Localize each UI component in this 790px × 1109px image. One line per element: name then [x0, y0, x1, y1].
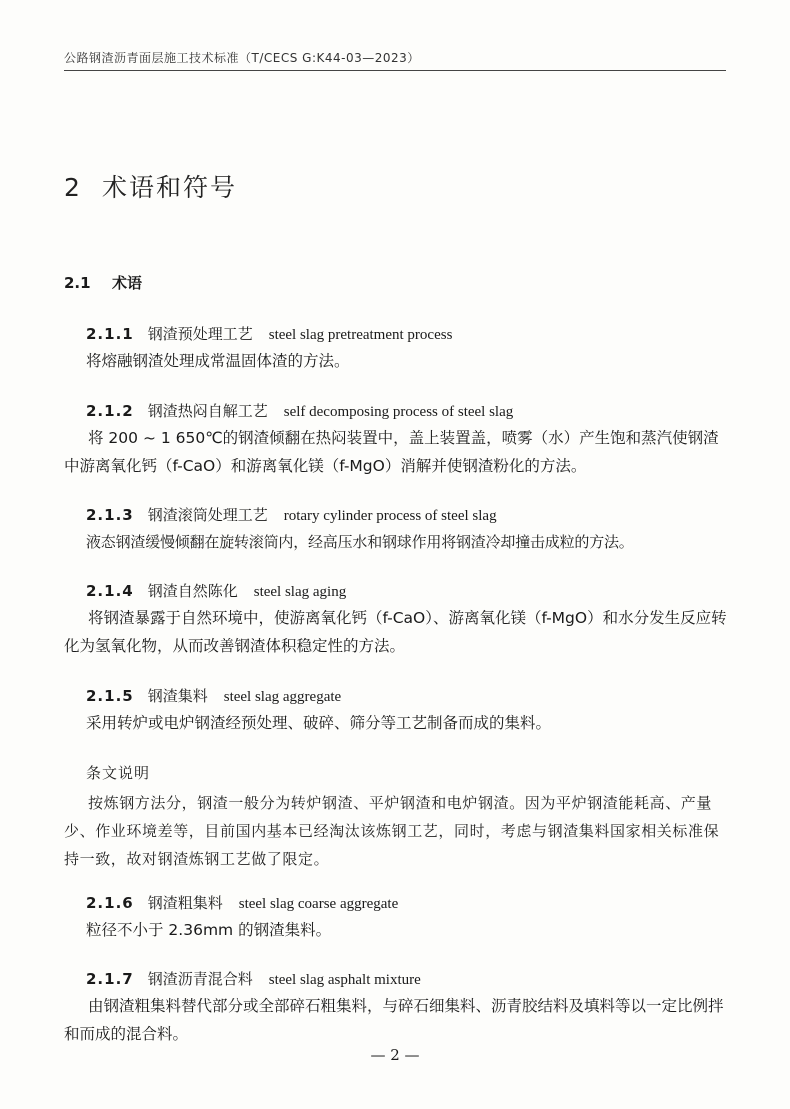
term-number: 2.1.4	[86, 582, 134, 600]
term-number: 2.1.6	[86, 894, 134, 912]
term-english: steel slag coarse aggregate	[238, 896, 399, 912]
section-title: 术语	[112, 274, 143, 292]
term-heading	[86, 967, 732, 992]
term-number: 2.1.1	[86, 325, 134, 343]
term-definition: 将 200 ~ 1 650℃的钢渣倾翻在热闷装置中，盖上装置盖，喷雾（水）产生饱和蒸汽使钢渣中游离氧化钙（f-CaO）和游离氧化镁（f-MgO）消解并使钢渣粉化的方法。	[64, 429, 719, 475]
term-heading	[86, 399, 732, 424]
term-number: 2.1.2	[86, 402, 134, 420]
term-english: rotary cylinder process of steel slag	[283, 508, 497, 524]
term-definition: 将钢渣暴露于自然环境中，使游离氧化钙（f-CaO）、游离氧化镁（f-MgO）和水分发生反应转化为氢氧化物，从而改善钢渣体积稳定性的方法。	[64, 609, 727, 655]
chapter-heading	[64, 168, 237, 204]
chapter-number: 2	[64, 173, 82, 202]
term-entry	[86, 322, 732, 375]
term-definition: 液态钢渣缓慢倾翻在旋转滚筒内，经高压水和钢球作用将钢渣冷却撞击成粒的方法。	[86, 533, 634, 551]
term-entry	[86, 503, 732, 556]
term-heading	[86, 579, 732, 604]
term-chinese: 钢渣集料	[147, 687, 208, 705]
term-english: steel slag asphalt mixture	[268, 972, 421, 988]
term-chinese: 钢渣滚筒处理工艺	[147, 506, 268, 524]
term-heading	[86, 503, 732, 528]
term-entry	[64, 967, 732, 1048]
term-heading	[86, 891, 732, 916]
clause-explanation	[64, 762, 732, 873]
term-definition: 由钢渣粗集料替代部分或全部碎石粗集料，与碎石细集料、沥青胶结料及填料等以一定比例拌和而成的混合料。	[64, 997, 724, 1043]
term-heading	[86, 684, 732, 709]
term-entry	[86, 684, 732, 737]
chapter-title: 术语和符号	[102, 173, 238, 202]
term-heading	[86, 322, 732, 347]
term-entry	[64, 579, 732, 660]
term-english: steel slag pretreatment process	[268, 327, 453, 343]
note-body: 按炼钢方法分，钢渣一般分为转炉钢渣、平炉钢渣和电炉钢渣。因为平炉钢渣能耗高、产量少、作业环境差等，目前国内基本已经淘汰该炼钢工艺，同时，考虑与钢渣集料国家相关标准保持一致，故对钢渣炼钢工艺做了限定。	[64, 794, 720, 868]
term-chinese: 钢渣沥青混合料	[147, 970, 253, 988]
term-definition: 将熔融钢渣处理成常温固体渣的方法。	[86, 352, 350, 370]
term-entry	[64, 399, 732, 480]
term-english: steel slag aggregate	[223, 689, 342, 705]
term-entry	[86, 891, 732, 944]
term-chinese: 钢渣预处理工艺	[147, 325, 253, 343]
term-number: 2.1.3	[86, 506, 134, 524]
section-number: 2.1	[64, 274, 91, 292]
term-chinese: 钢渣热闷自解工艺	[147, 402, 268, 420]
term-number: 2.1.7	[86, 970, 134, 988]
term-chinese: 钢渣粗集料	[147, 894, 223, 912]
term-number: 2.1.5	[86, 687, 134, 705]
header-rule	[64, 70, 726, 71]
term-definition: 粒径不小于 2.36mm 的钢渣集料。	[86, 921, 332, 939]
term-english: steel slag aging	[253, 584, 347, 600]
term-definition: 采用转炉或电炉钢渣经预处理、破碎、筛分等工艺制备而成的集料。	[86, 714, 552, 732]
page-number: — 2 —	[370, 1046, 420, 1064]
term-english: self decomposing process of steel slag	[283, 404, 514, 420]
term-chinese: 钢渣自然陈化	[147, 582, 238, 600]
section-heading	[64, 272, 142, 293]
note-title: 条文说明	[86, 764, 151, 782]
running-header: 公路钢渣沥青面层施工技术标准（T/CECS G:K44-03—2023）	[64, 51, 420, 65]
